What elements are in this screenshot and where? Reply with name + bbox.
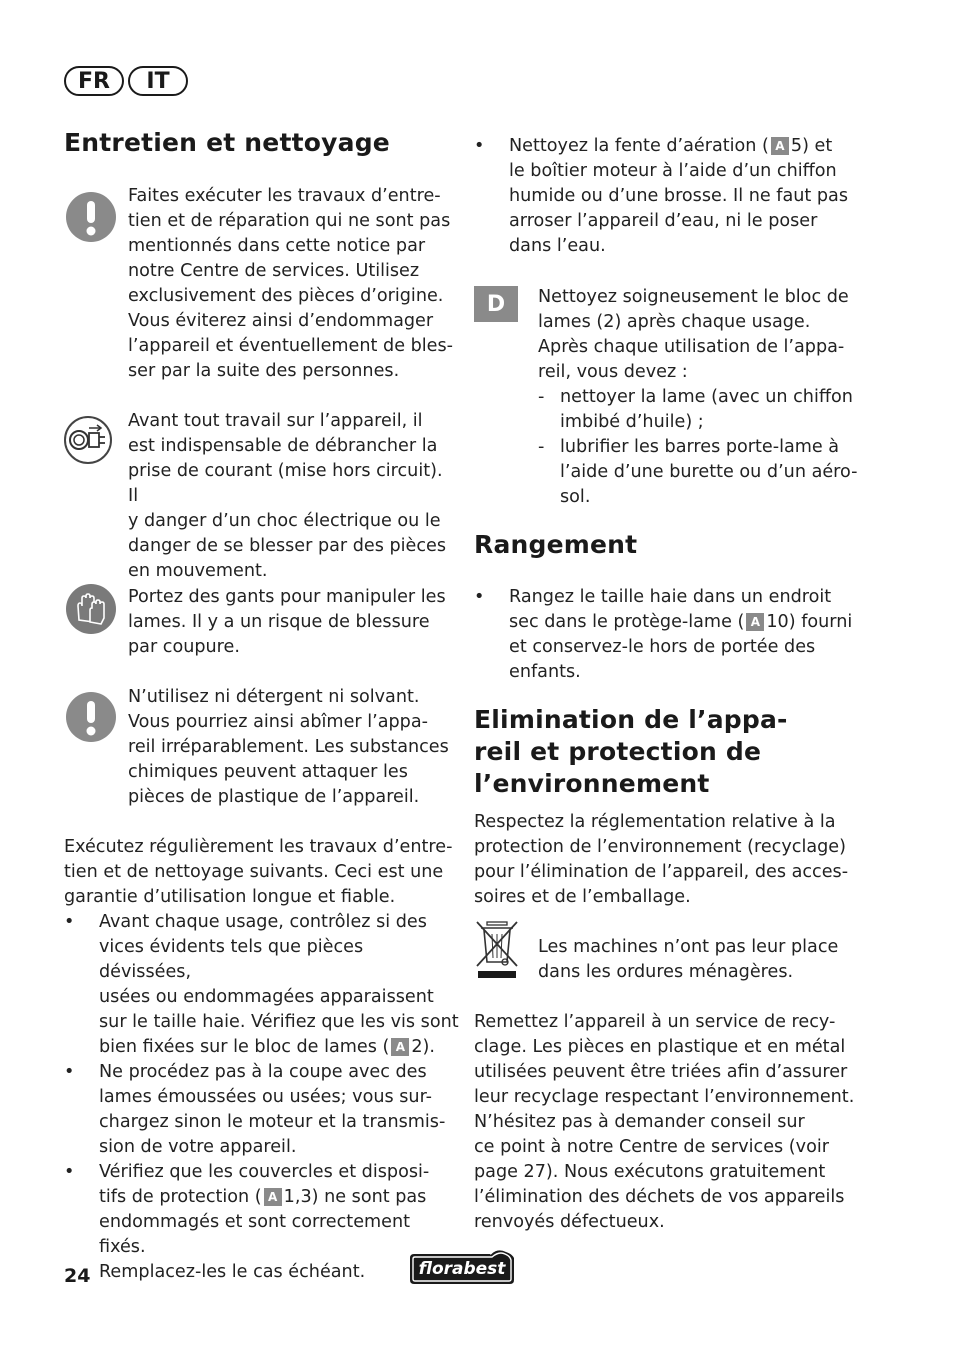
unplug-icon	[64, 416, 112, 464]
list-item: - nettoyer la lame (avec un chiffon imbibé d’huile) ;	[538, 387, 853, 432]
figure-d-badge: D	[474, 286, 518, 322]
list-item: - lubrifier les barres porte-lame à l’aide d’une burette ou d’un aéro- sol.	[538, 437, 858, 507]
exclamation-icon	[66, 692, 116, 742]
figure-ref-badge: A	[746, 613, 764, 631]
warning-text-4: N’utilisez ni détergent ni solvant. Vous pourriez ainsi abîmer l’appa- reil irréparablement. Les substances chimiques peuvent attaquer les pièces de plastique de l’appareil.	[128, 687, 449, 807]
heading-storage: Rangement	[474, 530, 638, 559]
warning-text-3: Portez des gants pour manipuler les lames. Il y a un risque de blessure par coupure.	[128, 587, 446, 657]
figure-ref-badge: A	[771, 137, 789, 155]
heading-maintenance: Entretien et nettoyage	[64, 128, 390, 157]
figure-ref-badge: A	[264, 1188, 282, 1206]
storage-text: • Rangez le taille haie dans un endroit sec dans le protège-lame ( A 10) fourni et conservez-le hors de portée des enfants.	[474, 587, 853, 682]
lang-badge-it: IT	[128, 66, 188, 96]
warning-text-1: Faites exécuter les travaux d’entre- tien et de réparation qui ne sont pas mentionnés dans cette notice par notre Centre de services. Utilisez exclusivement des pièces d’origine. Vous éviterez ainsi d’endommager l’appareil et éventuellement de bles- ser par la suite des personnes.	[128, 186, 454, 381]
heading-disposal: Elimination de l’appa- reil et protection de l’environnement	[474, 705, 788, 798]
brand-logo	[406, 1246, 518, 1288]
bullet-marker: •	[64, 1062, 75, 1082]
lang-badge-fr: FR	[64, 66, 124, 96]
list-item: • Vérifiez que les couvercles et disposi- tifs de protection ( A 1,3) ne sont pas endommagés et sont correctement fixés. Remplacez-les le cas échéant.	[64, 1162, 430, 1282]
bullet-marker: •	[474, 587, 485, 607]
page-number: 24	[64, 1265, 91, 1287]
bullet-marker: •	[64, 912, 75, 932]
list-item: • Ne procédez pas à la coupe avec des lames émoussées ou usées; vous sur- chargez sinon le moteur et la transmis- sion de votre appareil.	[64, 1062, 446, 1157]
exclamation-icon	[66, 192, 116, 242]
figure-ref-badge: A	[391, 1038, 409, 1056]
list-item: • Avant chaque usage, contrôlez si des vices évidents tels que pièces dévissées, usées ou endommagées apparaissent sur le taille haie. Vérifiez que les vis sont bien fixées sur le bloc de lames ( A 2).	[64, 912, 459, 1057]
brand-logo-text: florabest	[418, 1259, 506, 1279]
bullet-marker: •	[64, 1162, 75, 1182]
disposal-outro: Remettez l’appareil à un service de recy- clage. Les pièces en plastique et en métal utilisées peuvent être triées afin d’assurer leur recyclage respectant l’environnement. N’hésitez pas à demander conseil sur ce point à notre Centre de services (voir page 27). Nous exécutons gratuitement l’élimination des déchets de vos appareils renvoyés défectueux.	[474, 1012, 855, 1232]
crossed-bin-icon	[474, 918, 520, 980]
right-bullet-ventilation: • Nettoyez la fente d’aération ( A 5) et le boîtier moteur à l’aide d’un chiffon humide ou d’une brosse. Il ne faut pas arroser l’appareil d’eau, ni le poser dans l’eau.	[474, 136, 848, 256]
figure-d-text: Nettoyez soigneusement le bloc de lames (2) après chaque usage. Après chaque utilisation de l’appa- reil, vous devez : - nettoyer la lame (avec un chiffon imbibé d’huile) ; - lubrifier les barres porte-lame à l’aide d’une burette ou d’un aéro- sol.	[538, 285, 878, 510]
warning-text-2: Avant tout travail sur l’appareil, il est indispensable de débrancher la prise de courant (mise hors circuit). Il y danger d’un choc électrique ou le danger de se blesser par des pièces en mouvement.	[128, 411, 447, 581]
bin-text: Les machines n’ont pas leur place dans les ordures ménagères.	[538, 937, 839, 982]
disposal-intro: Respectez la réglementation relative à la protection de l’environnement (recyclage) pour l’élimination de l’appareil, des acces- soires et de l’emballage.	[474, 812, 849, 907]
bullet-marker: •	[474, 136, 485, 156]
maintenance-body: Exécutez régulièrement les travaux d’entre- tien et de nettoyage suivants. Ceci est une garantie d’utilisation longue et fiable. • Avant chaque usage, contrôlez si des vices évidents tels que pièces dévissées, usées ou endommagées apparaissent sur le taille haie. Vérifiez que les vis sont bien fixées sur le bloc de lames ( A 2). • Ne procédez pas à la coupe avec des lames émoussées ou usées; vous sur- chargez sinon le moteur et la transmis- sion de votre appareil. • Vérifiez que les couvercles et disposi- tifs de protection ( A 1,3) ne sont pas endommagés et sont correctement fixés. Remplacez-les le cas échéant.	[64, 835, 459, 1285]
gloves-icon	[66, 584, 116, 634]
